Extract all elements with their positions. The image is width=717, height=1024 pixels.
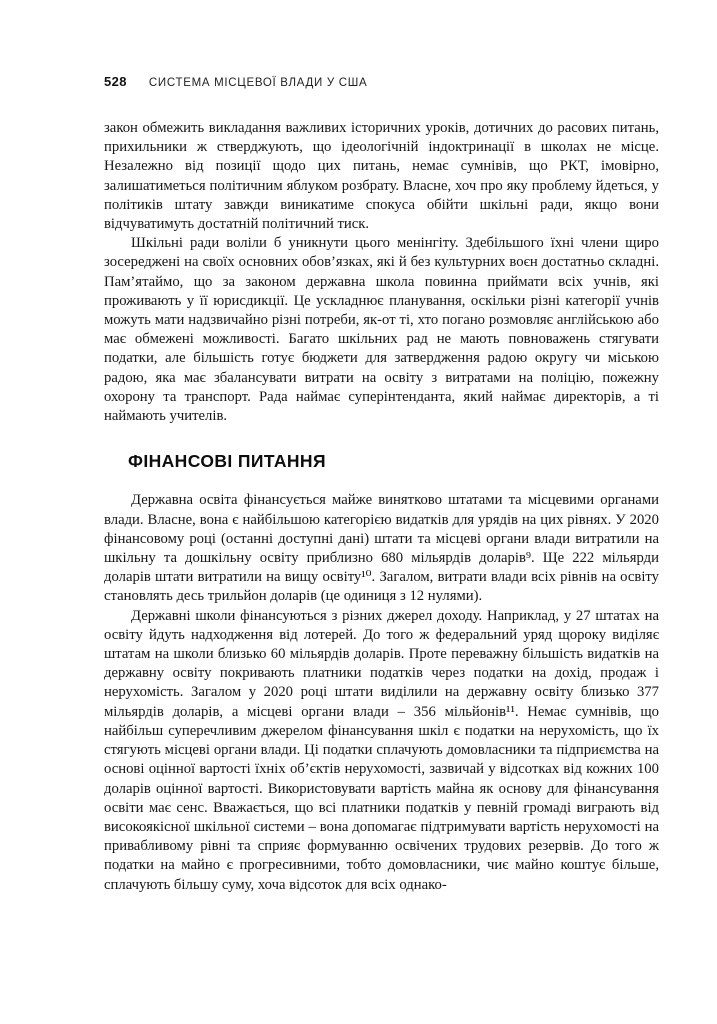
paragraph-4: Державні школи фінансуються з різних джерел доходу. Наприклад, у 27 штатах на освіту йдуть надходження від лотерей. До того ж федеральний уряд щороку виділяє штатам на школи близько 60 мільярдів доларів. Проте переважну більшість видатків на державну освіту покривають платники податків через податки на дохід, продаж і нерухомість. Загалом у 2020 році штати виділили на державну освіту близько 377 мільярдів доларів, а місцеві органи влади – 356 мільйонів¹¹. Немає сумнівів, що найбільш суперечливим джерелом фінансування шкіл є податки на нерухомість, що їх стягують місцеві органи влади. Ці податки сплачують домовласники та підприємства на основі оцінної вартості їхніх об’єктів нерухомості, зазвичай у відсотках від кожних 100 доларів оцінної вартості. Використовувати вартість майна як основу для фінансування освіти має сенс. Вважається, що всі платники податків у певній громаді виграють від високоякісної шкільної системи – вона допомагає підтримувати вартість нерухомості на привабливому рівні та сприяє формуванню освічених трудових резервів. До того ж податки на майно є прогресивними, тобто домовласники, чиє майно коштує більше, сплачують більшу суму, хоча відсоток для всіх однако- xyxy=(104,607,659,893)
section-heading-financial-questions: ФІНАНСОВІ ПИТАННЯ xyxy=(128,451,326,472)
page-body xyxy=(104,119,659,895)
page-header xyxy=(104,74,659,89)
paragraph-3: Державна освіта фінансується майже винятково штатами та місцевими органами влади. Власне, вона є найбільшою категорією видатків для урядів на цих рівнях. У 2020 фінансовому році (останні доступні дані) штати та місцеві органи влади витратили на шкільну та дошкільну освіту приблизно 680 мільярдів доларів⁹. Ще 222 мільярди доларів штати витратили на вищу освіту¹⁰. Загалом, витрати влади всіх рівнів на освіту становлять десь трильйон доларів (це одиниця з 12 нулями). xyxy=(104,492,659,605)
paragraph-1: закон обмежить викладання важливих історичних уроків, дотичних до расових питань, прихильники ж стверджують, що ідеологічній індоктринації в школах не місце. Незалежно від позиції щодо цих питань, немає сумнівів, що РКТ, імовірно, залишатиметься політичним яблуком розбрату. Власне, хоч про яку проблему йдеться, у політиків штату завжди виникатиме спокуса обійти шкільні ради, якщо вони відчуватимуть достатній політичний тиск. xyxy=(104,120,659,233)
paragraph-2: Шкільні ради воліли б уникнути цього менінгіту. Здебільшого їхні члени щиро зосереджені на своїх основних обов’язках, які й без культурних воєн достатньо складні. Пам’ятаймо, що за законом державна школа повинна приймати всіх учнів, які проживають у її юрисдикції. Це ускладнює планування, оскільки різні категорії учнів можуть мати надзвичайно різні потреби, як-от ті, хто погано розмовляє англійською або має обмежені можливості. Багато шкільних рад не мають повноважень стягувати податки, але більшість готує бюджети для затвердження радою округу чи міською радою, яка має збалансувати витрати на освіту з витратами на поліцію, пожежну охорону та транспорт. Рада наймає суперінтенданта, який наймає директорів, а ті наймають учителів. xyxy=(104,235,659,425)
running-title: СИСТЕМА МІСЦЕВОЇ ВЛАДИ У США xyxy=(148,77,368,89)
page-number: 528 xyxy=(104,74,127,89)
